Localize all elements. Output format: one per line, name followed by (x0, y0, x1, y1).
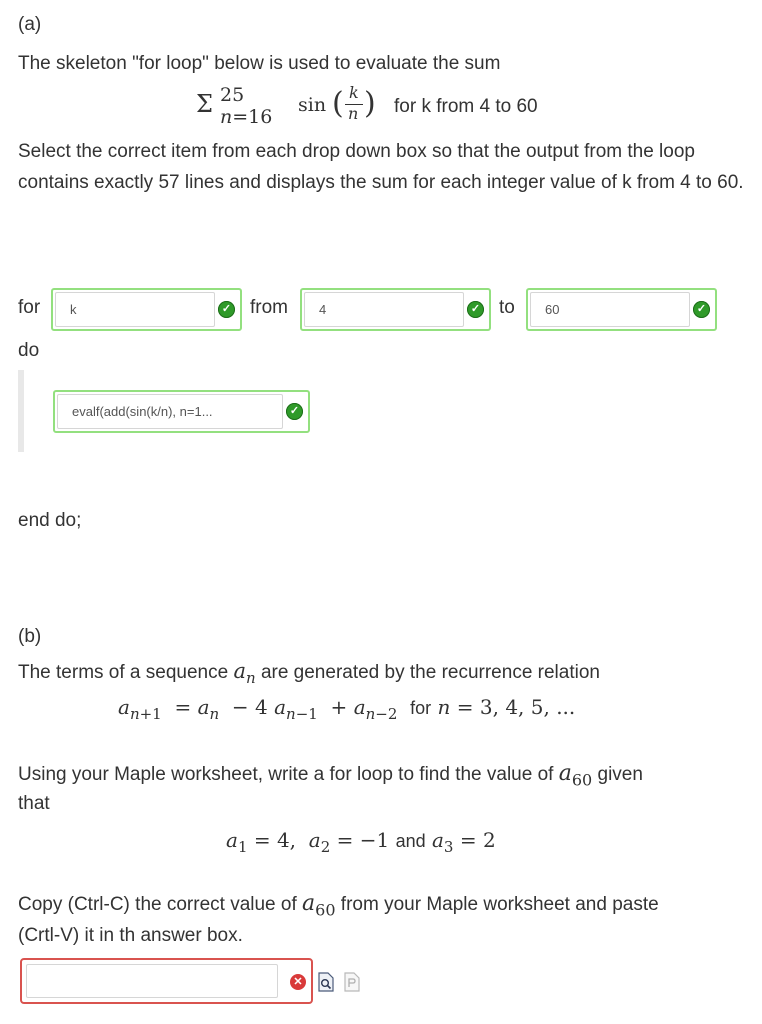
part-b-question (18, 758, 643, 795)
part-a-intro: The skeleton "for loop" below is used to evaluate the sum (18, 53, 501, 74)
part-b-intro-post: are generated by the recurrence relation (260, 662, 600, 683)
recurrence-relation: $a_{n+1} = a_n - 4$ $a_{n-1} + a_{n-2}$ for n = 3, 4, 5, ... (118, 695, 576, 723)
keyword-end-do: end do; (18, 510, 82, 531)
loop-body-value: evalf(add(sin(k/n), n=1... (57, 394, 283, 429)
question-post: given (597, 764, 643, 785)
loop-body-indent (18, 370, 24, 452)
part-b-intro-pre: The terms of a sequence (18, 662, 229, 683)
question-pre: Using your Maple worksheet, write a for loop to find the value of (18, 764, 554, 785)
correct-check-icon: ✓ (218, 301, 235, 318)
and-text: and (395, 831, 426, 851)
loop-to-select[interactable] (526, 288, 717, 331)
init-a2: = −1 (336, 828, 390, 852)
loop-variable-select[interactable] (51, 288, 242, 331)
correct-check-icon: ✓ (693, 301, 710, 318)
sin-function: sin (298, 94, 327, 116)
right-paren: ) (364, 86, 376, 121)
part-a-instructions: Select the correct item from each drop down box so that the output from the loop contains exactly 57 lines and displays the sum for each integer value of k from 4 to 60. (18, 141, 744, 193)
copy-post: from your Maple worksheet and paste (340, 894, 659, 915)
equation-editor-icon[interactable] (344, 972, 360, 992)
sum-formula (196, 84, 576, 134)
keyword-do: do (18, 340, 40, 361)
target-term-a60: $a_{60}$ (558, 761, 593, 790)
range-text: for k from 4 to 60 (394, 96, 538, 117)
keyword-to: to (499, 297, 515, 318)
loop-body-select[interactable] (53, 390, 310, 433)
recurrence-range: = 3, 4, 5, ... (456, 695, 576, 719)
sequence-term: $a_n$ (233, 659, 256, 688)
initial-conditions: $a_1 = 4$, $a_2 = -1$ and $a_3 = 2$ (226, 828, 496, 856)
loop-variable-value: k (55, 292, 215, 327)
part-b-intro (18, 656, 600, 694)
preview-icon[interactable] (318, 972, 334, 992)
incorrect-x-icon: ✕ (290, 974, 306, 990)
recurrence-for: for (410, 698, 432, 718)
correct-check-icon: ✓ (467, 301, 484, 318)
loop-from-select[interactable] (300, 288, 491, 331)
copy-term-a60: $a_{60}$ (302, 891, 336, 920)
answer-box-frame (20, 958, 313, 1004)
sum-lower-limit: n=16 (220, 106, 273, 128)
keyword-for: for (18, 297, 41, 318)
keyword-from: from (250, 297, 288, 318)
copy-pre: Copy (Ctrl-C) the correct value of (18, 894, 297, 915)
question-that: that (18, 793, 50, 814)
correct-check-icon: ✓ (286, 403, 303, 420)
left-paren: ( (332, 86, 344, 121)
answer-input[interactable] (26, 964, 278, 998)
fraction-numerator: k (349, 83, 359, 102)
part-a-label: (a) (18, 14, 42, 35)
copy-line2: (Crtl-V) it in th answer box. (18, 925, 243, 946)
fraction-denominator: n (348, 104, 359, 123)
init-a3: = 2 (459, 828, 496, 852)
loop-to-value: 60 (530, 292, 690, 327)
loop-from-value: 4 (304, 292, 464, 327)
sigma-symbol: Σ (196, 90, 213, 118)
init-a1: = 4, (253, 828, 297, 852)
sum-upper-limit: 25 (220, 84, 245, 106)
part-b-label: (b) (18, 626, 42, 647)
